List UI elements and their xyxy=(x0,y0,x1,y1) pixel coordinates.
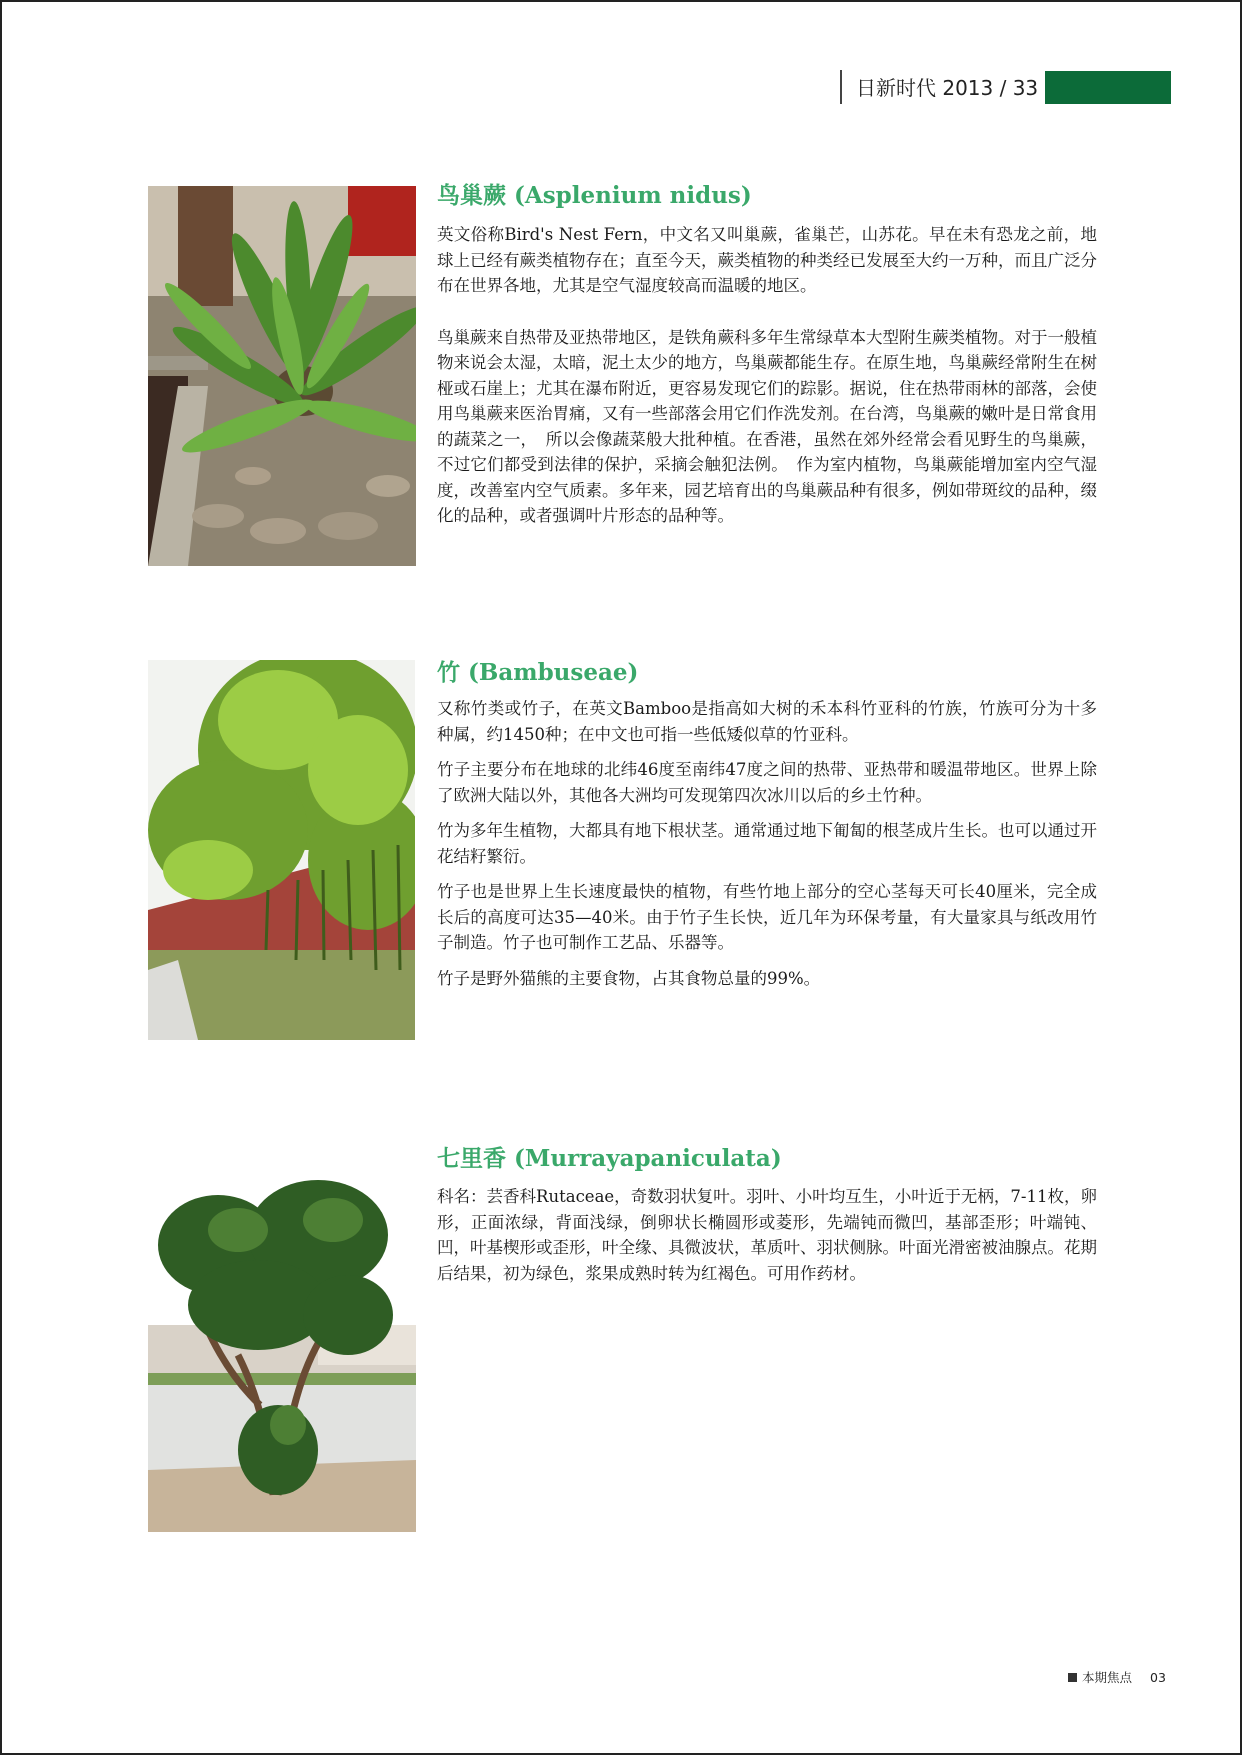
header-divider xyxy=(840,70,842,104)
paragraph: 竹子是野外猫熊的主要食物，占其食物总量的99%。 xyxy=(437,968,821,988)
page-number: 03 xyxy=(1150,1670,1166,1685)
section-title-orange-jasmine: 七里香 (Murrayapaniculata) xyxy=(437,1145,782,1172)
running-header: 日新时代 2013 / 33 xyxy=(856,76,1039,100)
header-accent-bar xyxy=(1045,71,1171,104)
square-bullet-icon xyxy=(1068,1673,1077,1682)
section-body-bamboo xyxy=(437,696,1097,1001)
footer-section-label: 本期焦点 xyxy=(1082,1670,1133,1685)
section-title-bamboo: 竹 (Bambuseae) xyxy=(437,659,639,686)
page-footer xyxy=(1068,1668,1166,1688)
paragraph: 竹子主要分布在地球的北纬46度至南纬47度之间的热带、亚热带和暖温带地区。世界上除了欧洲大陆以外，其他各大洲均可发现第四次冰川以后的乡土竹种。 xyxy=(437,760,1097,805)
birds-nest-fern-photo xyxy=(148,186,416,566)
paragraph: 竹为多年生植物，大都具有地下根状茎。通常通过地下匍匐的根茎成片生长。也可以通过开花结籽繁衍。 xyxy=(437,821,1097,866)
paragraph: 又称竹类或竹子，在英文Bamboo是指高如大树的禾本科竹亚科的竹族，竹族可分为十多种属，约1450种；在中文也可指一些低矮似草的竹亚科。 xyxy=(437,699,1097,744)
section-body-orange-jasmine xyxy=(437,1184,1097,1296)
orange-jasmine-photo xyxy=(148,1175,416,1532)
section-title-birds-nest-fern: 鸟巢蕨 (Asplenium nidus) xyxy=(437,182,752,209)
paragraph: 英文俗称Bird's Nest Fern，中文名又叫巢蕨，雀巢芒，山苏花。早在未有恐龙之前，地球上已经有蕨类植物存在；直至今天，蕨类植物的种类经已发展至大约一万种，而且广泛分布在世界各地，尤其是空气湿度较高而温暖的地区。 xyxy=(437,225,1097,295)
section-body-birds-nest-fern xyxy=(437,222,1097,539)
paragraph: 科名：芸香科Rutaceae，奇数羽状复叶。羽叶、小叶均互生，小叶近于无柄，7-11枚，卵形，正面浓绿，背面浅绿，倒卵状长椭圆形或菱形，先端钝而微凹，基部歪形；叶端钝、凹，叶基楔形或歪形，叶全缘、具微波状，革质叶、羽状侧脉。叶面光滑密被油腺点。花期后结果，初为绿色，浆果成熟时转为红褐色。可用作药材。 xyxy=(437,1187,1097,1283)
paragraph: 鸟巢蕨来自热带及亚热带地区，是铁角蕨科多年生常绿草本大型附生蕨类植物。对于一般植物来说会太湿，太暗，泥土太少的地方，鸟巢蕨都能生存。在原生地，鸟巢蕨经常附生在树桠或石崖上；尤其在瀑布附近，更容易发现它们的踪影。据说，住在热带雨林的部落，会使用鸟巢蕨来医治胃痛，又有一些部落会用它们作洗发剂。在台湾，鸟巢蕨的嫩叶是日常食用的蔬菜之一， 所以会像蔬菜般大批种植。在香港，虽然在郊外经常会看见野生的鸟巢蕨，不过它们都受到法律的保护，采摘会触犯法例。 作为室内植物，鸟巢蕨能增加室内空气湿度，改善室内空气质素。多年来，园艺培育出的鸟巢蕨品种有很多，例如带斑纹的品种，缀化的品种，或者强调叶片形态的品种等。 xyxy=(437,327,1097,525)
paragraph: 竹子也是世界上生长速度最快的植物，有些竹地上部分的空心茎每天可长40厘米，完全成长后的高度可达35—40米。由于竹子生长快，近几年为环保考量，有大量家具与纸改用竹子制造。竹子也可制作工艺品、乐器等。 xyxy=(437,882,1097,952)
bamboo-photo xyxy=(148,660,415,1040)
